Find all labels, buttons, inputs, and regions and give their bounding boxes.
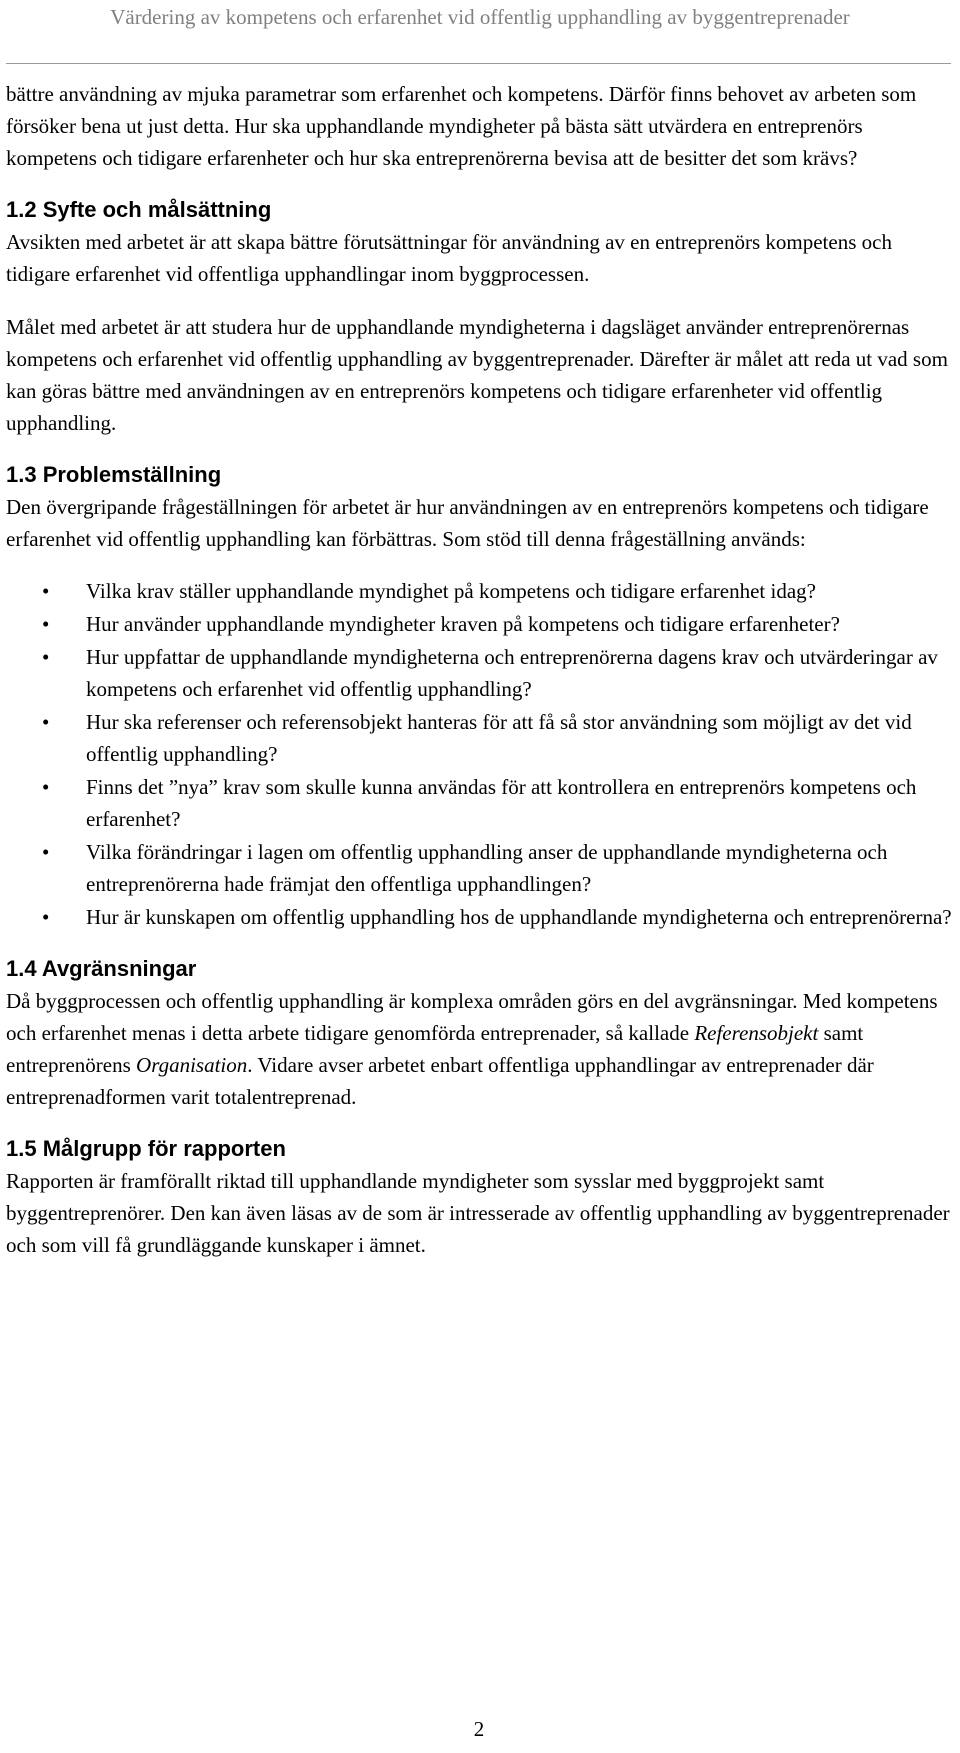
bullet-icon: • — [42, 905, 50, 929]
bullet-icon: • — [42, 840, 50, 864]
list-item — [6, 836, 954, 900]
header-divider — [6, 63, 951, 64]
heading-avgransningar: 1.4 Avgränsningar — [6, 956, 197, 981]
list-item — [6, 901, 954, 933]
term-referensobjekt: Referensobjekt — [694, 1021, 819, 1045]
avgransningar-text-2: samt entreprenörens — [6, 1021, 864, 1077]
list-item-text: Hur ska referenser och referensobjekt hanteras för att få så stor användning som möjligt av det vid offentlig upphandling? — [86, 710, 912, 766]
bullet-icon: • — [42, 612, 50, 636]
avgransningar-text-1: Då byggprocessen och offentlig upphandling är komplexa områden görs en del avgränsningar. Med kompetens och erfarenhet menas i detta arbete tidigare genomförda entreprenader, så kallade — [6, 989, 938, 1045]
list-item — [6, 771, 954, 835]
avgransningar-paragraph — [6, 985, 954, 1113]
heading-syfte-och-malsattning: 1.2 Syfte och målsättning — [6, 197, 272, 222]
list-item — [6, 641, 954, 705]
bullet-icon: • — [42, 775, 50, 799]
page-number: 2 — [473, 1717, 485, 1741]
avgransningar-text-3: . Vidare avser arbetet enbart offentliga upphandlingar av entreprenader där entreprenadformen varit totalentreprenad. — [6, 1053, 874, 1109]
syfte-paragraph: Avsikten med arbetet är att skapa bättre förutsättningar för användning av en entreprenörs kompetens och tidigare erfarenhet vid offentliga upphandlingar inom byggprocessen. — [6, 230, 892, 286]
heading-problemstallning: 1.3 Problemställning — [6, 462, 222, 487]
list-item — [6, 575, 954, 607]
malgrupp-paragraph: Rapporten är framförallt riktad till upphandlande myndigheter som sysslar med byggprojekt samt byggentreprenörer. Den kan även läsas av de som är intresserade av offentlig upphandling av byggentreprenader och som vill få grundläggande kunskaper i ämnet. — [6, 1169, 950, 1257]
list-item-text: Hur använder upphandlande myndigheter kraven på kompetens och tidigare erfarenheter? — [86, 612, 840, 636]
list-item-text: Vilka krav ställer upphandlande myndighet på kompetens och tidigare erfarenhet idag? — [86, 579, 816, 603]
list-item — [6, 608, 954, 640]
bullet-icon: • — [42, 579, 50, 603]
page-content — [6, 78, 954, 1261]
list-item — [6, 706, 954, 770]
bullet-icon: • — [42, 645, 50, 669]
list-item-text: Hur uppfattar de upphandlande myndigheterna och entreprenörerna dagens krav och utvärderingar av kompetens och erfarenhet vid offentlig upphandling? — [86, 645, 938, 701]
problemstallning-paragraph: Den övergripande frågeställningen för arbetet är hur användningen av en entreprenörs kompetens och tidigare erfarenhet vid offentlig upphandling kan förbättras. Som stöd till denna frågeställning används: — [6, 495, 929, 551]
list-item-text: Hur är kunskapen om offentlig upphandling hos de upphandlande myndigheterna och entreprenörerna? — [86, 905, 952, 929]
heading-malgrupp: 1.5 Målgrupp för rapporten — [6, 1136, 286, 1161]
list-item-text: Finns det ”nya” krav som skulle kunna användas för att kontrollera en entreprenörs kompetens och erfarenhet? — [86, 775, 917, 831]
malet-paragraph: Målet med arbetet är att studera hur de upphandlande myndigheterna i dagsläget använder entreprenörernas kompetens och erfarenhet vid offentlig upphandling av byggentreprenader. Därefter är målet att reda ut vad som kan göras bättre med användningen av en entreprenörs kompetens och tidigare erfarenheter vid offentlig upphandling. — [6, 315, 948, 435]
bullet-icon: • — [42, 710, 50, 734]
term-organisation: Organisation — [136, 1053, 248, 1077]
question-list — [6, 575, 954, 933]
running-header: Värdering av kompetens och erfarenhet vid offentlig upphandling av byggentreprenader — [110, 5, 850, 29]
intro-paragraph: bättre användning av mjuka parametrar som erfarenhet och kompetens. Därför finns behovet av arbeten som försöker bena ut just detta. Hur ska upphandlande myndigheter på bästa sätt utvärdera en entreprenörs kompetens och tidigare erfarenheter och hur ska entreprenörerna bevisa att de besitter det som krävs? — [6, 82, 917, 170]
list-item-text: Vilka förändringar i lagen om offentlig upphandling anser de upphandlande myndigheterna och entreprenörerna hade främjat den offentliga upphandlingen? — [86, 840, 888, 896]
